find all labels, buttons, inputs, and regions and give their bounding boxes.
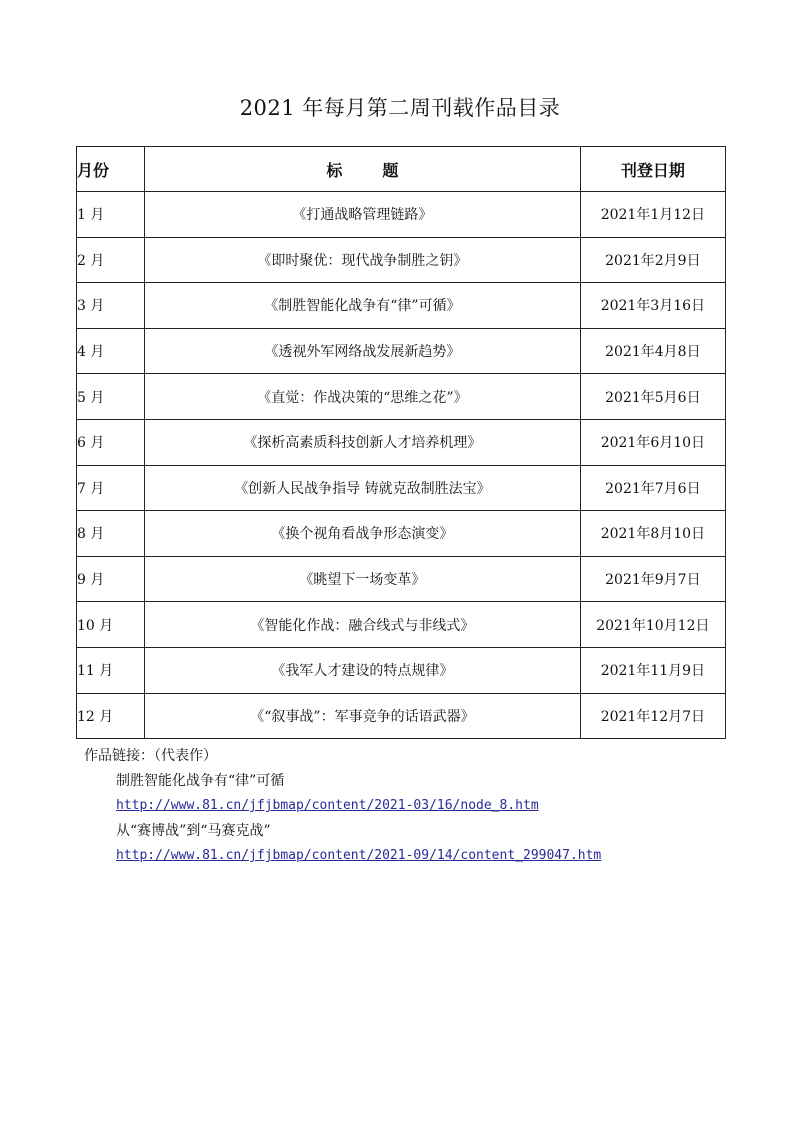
table-row xyxy=(77,602,726,648)
table-row xyxy=(77,374,726,420)
header-date: 刊登日期 xyxy=(580,147,725,192)
row-title: 《探析高素质科技创新人才培养机理》 xyxy=(145,419,581,465)
row-title: 《“叙事战”：军事竞争的话语武器》 xyxy=(145,693,581,739)
row-month: 8 月 xyxy=(77,511,145,557)
table-row xyxy=(77,693,726,739)
row-title: 《换个视角看战争形态演变》 xyxy=(145,511,581,557)
row-date: 2021年1月12日 xyxy=(580,192,725,238)
header-title-label: 标题 xyxy=(326,160,439,180)
row-date: 2021年4月8日 xyxy=(580,328,725,374)
row-title: 《制胜智能化战争有“律”可循》 xyxy=(145,283,581,329)
row-date: 2021年9月7日 xyxy=(580,556,725,602)
row-month: 12 月 xyxy=(77,693,145,739)
contents-table xyxy=(76,146,726,739)
row-date: 2021年10月12日 xyxy=(580,602,725,648)
row-month: 3 月 xyxy=(77,283,145,329)
row-title: 《我军人才建设的特点规律》 xyxy=(145,647,581,693)
table-row xyxy=(77,237,726,283)
row-date: 2021年6月10日 xyxy=(580,419,725,465)
row-date: 2021年3月16日 xyxy=(580,283,725,329)
link-url[interactable]: http://www.81.cn/jfjbmap/content/2021-03/16/node_8.htm xyxy=(116,798,539,813)
row-month: 10 月 xyxy=(77,602,145,648)
row-title: 《直觉：作战决策的“思维之花”》 xyxy=(145,374,581,420)
table-row xyxy=(77,465,726,511)
header-month: 月份 xyxy=(77,147,145,192)
row-date: 2021年2月9日 xyxy=(580,237,725,283)
link-url[interactable]: http://www.81.cn/jfjbmap/content/2021-09/14/content_299047.htm xyxy=(116,848,602,863)
row-date: 2021年11月9日 xyxy=(580,647,725,693)
row-date: 2021年5月6日 xyxy=(580,374,725,420)
row-title: 《即时聚优：现代战争制胜之钥》 xyxy=(145,237,581,283)
row-title: 《眺望下一场变革》 xyxy=(145,556,581,602)
row-month: 9 月 xyxy=(77,556,145,602)
links-heading: 作品链接：（代表作） xyxy=(84,748,217,764)
row-date: 2021年7月6日 xyxy=(580,465,725,511)
row-date: 2021年12月7日 xyxy=(580,693,725,739)
row-month: 4 月 xyxy=(77,328,145,374)
table-header-row xyxy=(77,147,726,192)
table-row xyxy=(77,328,726,374)
row-title: 《打通战略管理链路》 xyxy=(145,192,581,238)
row-title: 《创新人民战争指导 铸就克敌制胜法宝》 xyxy=(145,465,581,511)
row-month: 1 月 xyxy=(77,192,145,238)
row-month: 7 月 xyxy=(77,465,145,511)
document-title: 2021 年每月第二周刊载作品目录 xyxy=(239,96,561,120)
links-section xyxy=(84,744,601,869)
table-row xyxy=(77,647,726,693)
link-title: 从“赛博战”到“马赛克战” xyxy=(116,822,271,839)
row-month: 5 月 xyxy=(77,374,145,420)
table-row xyxy=(77,283,726,329)
row-title: 《透视外军网络战发展新趋势》 xyxy=(145,328,581,374)
row-month: 11 月 xyxy=(77,647,145,693)
table-row xyxy=(77,511,726,557)
link-title: 制胜智能化战争有“律”可循 xyxy=(116,772,285,789)
row-month: 6 月 xyxy=(77,419,145,465)
row-month: 2 月 xyxy=(77,237,145,283)
row-title: 《智能化作战：融合线式与非线式》 xyxy=(145,602,581,648)
header-title xyxy=(145,147,581,192)
table-row xyxy=(77,419,726,465)
row-date: 2021年8月10日 xyxy=(580,511,725,557)
table-row xyxy=(77,192,726,238)
table-row xyxy=(77,556,726,602)
